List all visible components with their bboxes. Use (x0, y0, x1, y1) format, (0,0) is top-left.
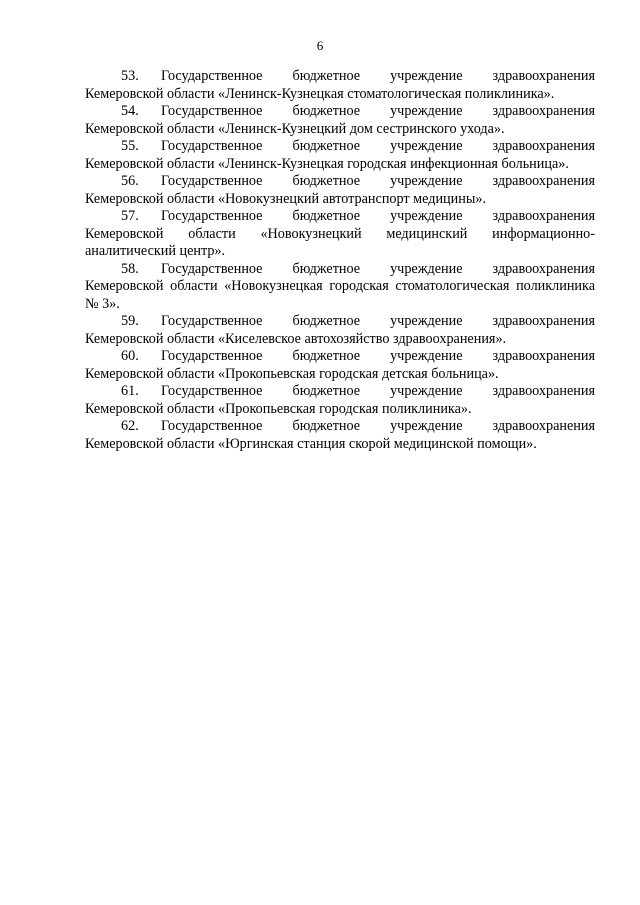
page-number: 6 (316, 38, 324, 53)
item-number: 53. (121, 68, 139, 84)
item-number: 59. (121, 313, 139, 329)
item-text: Государственное бюджетное учреждение здравоохранения Кемеровской области «Киселевское автохозяйство здравоохранения». (85, 313, 595, 347)
item-text: Государственное бюджетное учреждение здравоохранения Кемеровской области «Прокопьевская городская поликлиника». (85, 383, 595, 417)
item-text: Государственное бюджетное учреждение здравоохранения Кемеровской области «Ленинск-Кузнецкая стоматологическая поликлиника». (85, 68, 595, 102)
list-item (85, 348, 595, 383)
item-text: Государственное бюджетное учреждение здравоохранения Кемеровской области «Ленинск-Кузнецкий дом сестринского ухода». (85, 103, 595, 137)
item-number: 57. (121, 208, 139, 224)
list-item (85, 208, 595, 261)
list-item (85, 261, 595, 314)
list-item (85, 68, 595, 103)
item-text: Государственное бюджетное учреждение здравоохранения Кемеровской области «Юргинская станция скорой медицинской помощи». (85, 418, 595, 452)
item-number: 56. (121, 173, 139, 189)
list-item (85, 138, 595, 173)
item-text: Государственное бюджетное учреждение здравоохранения Кемеровской области «Новокузнецкий автотранспорт медицины». (85, 173, 595, 207)
item-text: Государственное бюджетное учреждение здравоохранения Кемеровской области «Прокопьевская городская детская больница». (85, 348, 595, 382)
item-number: 61. (121, 383, 139, 399)
item-text: Государственное бюджетное учреждение здравоохранения Кемеровской области «Ленинск-Кузнецкая городская инфекционная больница». (85, 138, 595, 172)
list-item (85, 418, 595, 453)
item-number: 55. (121, 138, 139, 154)
item-number: 62. (121, 418, 139, 434)
item-number: 58. (121, 260, 139, 277)
institution-list (85, 68, 595, 453)
list-item (85, 173, 595, 208)
item-number: 54. (121, 103, 139, 119)
item-number: 60. (121, 348, 139, 364)
list-item (85, 103, 595, 138)
item-text: Государственное бюджетное учреждение здравоохранения Кемеровской области «Новокузнецкий медицинский информационно-аналитический центр». (85, 208, 595, 259)
item-text: Государственное бюджетное учреждение здравоохранения Кемеровской области «Новокузнецкая городская стоматологическая поликлиника № 3». (85, 260, 595, 312)
list-item (85, 383, 595, 418)
list-item (85, 313, 595, 348)
